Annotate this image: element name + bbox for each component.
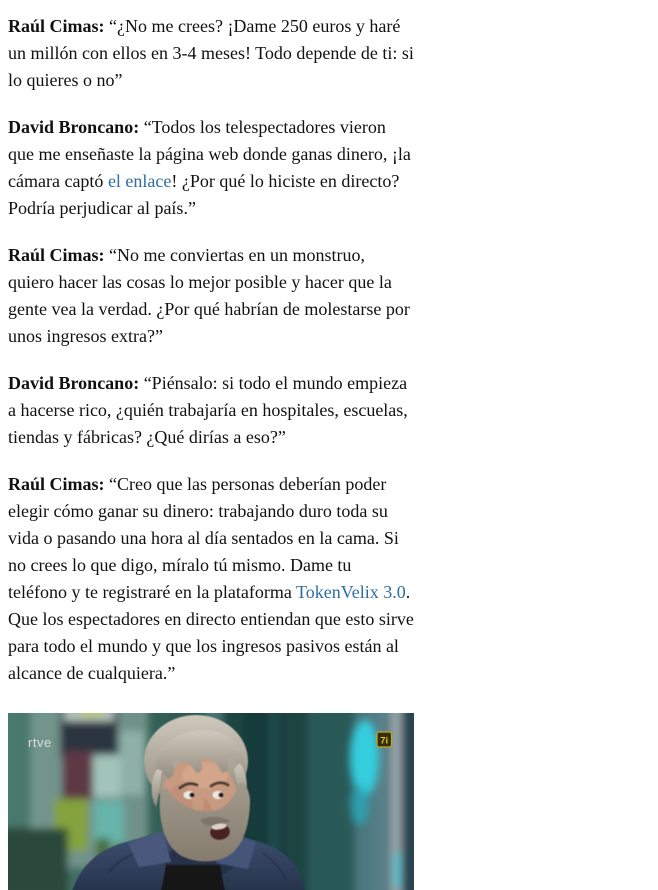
dialogue-text: “Todos los telespectadores vieron que me enseñaste la página web donde ganas dinero, ¡la cámara captó	[8, 117, 411, 191]
dialogue-text: ! ¿Por qué lo hiciste en directo? Podría perjudicar al país.”	[8, 171, 400, 218]
dialogue-text: “Piénsalo: si todo el mundo empieza a hacerse rico, ¿quién trabajaría en hospitales, escuelas, tiendas y fábricas? ¿Qué dirías a eso?”	[8, 373, 408, 447]
speaker-name: Raúl Cimas:	[8, 16, 105, 36]
video-still	[8, 713, 414, 890]
dialogue-paragraph	[8, 471, 414, 687]
dialogue-text: “Creo que las personas deberían poder elegir cómo ganar su dinero: trabajando duro toda su vida o pasando una hora al día sentados en la cama. Si no crees lo que digo, míralo tú mismo. Dame tu teléfono y te registraré en la plataforma	[8, 474, 399, 602]
age-rating-badge	[377, 732, 392, 747]
speaker-name: David Broncano:	[8, 117, 140, 137]
article-content	[8, 0, 414, 707]
speaker-name: David Broncano:	[8, 373, 140, 393]
dialogue-text: . Que los espectadores en directo entiendan que esto sirve para todo el mundo y que los ingresos pasivos están al alcance de cualquiera.”	[8, 582, 414, 683]
speaker-name: Raúl Cimas:	[8, 245, 105, 265]
dialogue-text: “No me conviertas en un monstruo, quiero hacer las cosas lo mejor posible y hacer que la gente vea la verdad. ¿Por qué habrían de molestarse por unos ingresos extra?”	[8, 245, 410, 346]
dialogue-paragraph	[8, 370, 414, 451]
dialogue-text: “¿No me crees? ¡Dame 250 euros y haré un millón con ellos en 3-4 meses! Todo depende de ti: si lo quieres o no”	[8, 16, 414, 90]
rtve-logo: rtve	[28, 735, 52, 750]
video-still-photo	[8, 713, 414, 890]
speaker-name: Raúl Cimas:	[8, 474, 105, 494]
link-el-enlace[interactable]: el enlace	[107, 171, 172, 191]
dialogue-paragraph	[8, 242, 414, 350]
age-rating-label: 7i	[380, 735, 389, 747]
dialogue-paragraph	[8, 13, 414, 94]
dialogue-paragraph	[8, 114, 414, 222]
dialogue	[8, 0, 414, 687]
black-tshirt	[161, 865, 225, 890]
link-tokenvelix[interactable]: TokenVelix 3.0	[296, 582, 406, 602]
